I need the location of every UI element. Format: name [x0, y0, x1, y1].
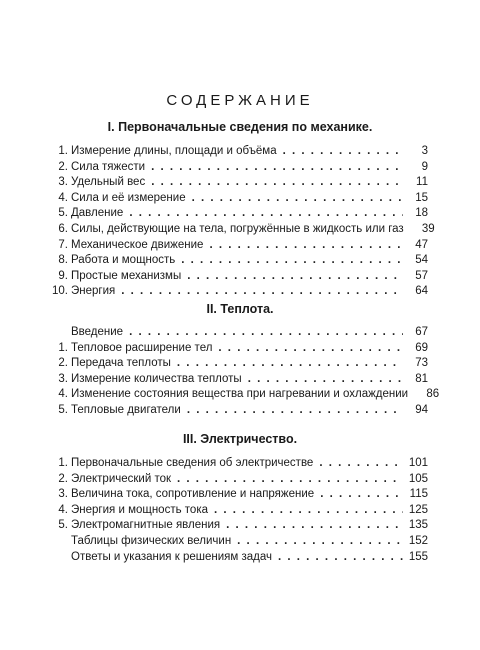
toc-entry[interactable] [52, 341, 428, 357]
toc-entry-title: Тепловые двигатели [71, 403, 181, 416]
toc-entry[interactable] [52, 372, 428, 388]
toc-entry[interactable] [52, 325, 428, 341]
toc-entry-page-number: 3 [421, 145, 428, 157]
toc-entry-title: Передача теплоты [71, 357, 171, 370]
toc-entry[interactable] [52, 160, 428, 176]
toc-entry-page-number: 115 [409, 488, 428, 501]
toc-entry[interactable] [52, 175, 428, 191]
toc-entry[interactable] [52, 503, 428, 519]
toc-entry-title: Тепловое расширение тел [71, 341, 213, 354]
toc-entry-page-number: 39 [421, 222, 435, 235]
toc-entry-page-number: 135 [408, 519, 428, 532]
toc-entry-page-number: 47 [415, 238, 428, 251]
toc-entry-page-number: 155 [408, 550, 428, 563]
toc-entry-number: 8. [58, 254, 68, 267]
toc-entry-title: Простые механизмы [71, 269, 182, 282]
toc-entry-page-number: 105 [408, 472, 428, 485]
toc-entry-page-number: 69 [415, 341, 428, 354]
toc-entry-page-number: 9 [421, 160, 428, 173]
toc-entry-title: Первоначальные сведения об электричестве [71, 457, 314, 469]
section-heading-mechanics: I. Первоначальные сведения по механике. [107, 120, 373, 134]
dot-leader [181, 253, 403, 269]
toc-entry-page-number: 18 [415, 207, 428, 220]
toc-entry-title: Механическое движение [71, 238, 204, 251]
toc-entry-number: 1. [58, 145, 68, 157]
toc-entry[interactable] [52, 356, 428, 372]
toc-entry-page-number: 64 [415, 285, 428, 298]
toc-entry-number: 3. [58, 372, 68, 385]
toc-entry[interactable] [52, 222, 435, 238]
dot-leader [226, 518, 403, 534]
toc-entry[interactable] [52, 191, 428, 207]
dot-leader [192, 191, 403, 207]
toc-entry-number: 1. [58, 457, 68, 469]
toc-entry-title: Удельный вес [71, 176, 146, 189]
toc-entry-page-number: 67 [415, 326, 428, 338]
toc-entry-number: 4. [58, 503, 68, 516]
dot-leader [319, 456, 403, 472]
dot-leader [129, 206, 403, 222]
toc-entry-page-number: 152 [408, 534, 428, 547]
toc-entry-title: Давление [71, 207, 124, 220]
dot-leader [151, 160, 403, 176]
toc-entry[interactable] [52, 403, 428, 419]
toc-entry-title: Энергия и мощность тока [71, 503, 208, 516]
toc-entry-number: 4. [58, 191, 68, 204]
toc-entry-title: Изменение состояния вещества при нагревании и охлаждении [71, 388, 409, 401]
toc-entry[interactable] [52, 238, 428, 254]
toc-entry-page-number: 57 [415, 269, 428, 282]
dot-leader [248, 372, 403, 388]
toc-entry-number: 2. [58, 160, 68, 173]
toc-entry-number: 5. [58, 519, 68, 532]
toc-entry-page-number: 86 [426, 388, 440, 401]
toc-entry-title: Ответы и указания к решениям задач [71, 550, 272, 563]
section-heading-heat: II. Теплота. [206, 302, 274, 316]
toc-entry-title: Электромагнитные явления [71, 519, 221, 532]
toc-entry[interactable] [52, 487, 428, 503]
toc-entry[interactable] [52, 518, 428, 534]
toc-entry[interactable] [52, 269, 428, 285]
toc-entry[interactable] [52, 144, 428, 160]
dot-leader [218, 341, 403, 357]
toc-entry-title: Электрический ток [71, 472, 172, 485]
toc-entry[interactable] [52, 456, 428, 472]
dot-leader [151, 175, 403, 191]
toc-entry[interactable] [52, 387, 440, 403]
toc-entry-title: Измерение длины, площади и объёма [71, 145, 277, 157]
toc-entry-page-number: 94 [415, 403, 428, 416]
toc-list-mechanics [52, 144, 435, 300]
page-title: СОДЕРЖАНИЕ [166, 92, 314, 109]
toc-entry[interactable] [52, 550, 428, 566]
toc-entry-number: 5. [58, 207, 68, 220]
toc-entry-number: 2. [58, 472, 68, 485]
dot-leader [121, 284, 403, 300]
toc-entry-title: Работа и мощность [71, 254, 176, 267]
toc-entry-page-number: 54 [415, 254, 428, 267]
toc-entry-title: Сила и её измерение [71, 191, 186, 204]
toc-entry[interactable] [52, 284, 428, 300]
dot-leader [129, 325, 403, 341]
toc-entry-title: Таблицы физических величин [71, 534, 232, 547]
dot-leader [187, 269, 403, 285]
toc-list-electricity [52, 456, 428, 565]
toc-entry[interactable] [52, 253, 428, 269]
toc-entry-title: Введение [71, 326, 124, 338]
dot-leader [283, 144, 403, 160]
section-heading-electricity: III. Электричество. [182, 432, 298, 446]
dot-leader [209, 238, 403, 254]
dot-leader [187, 403, 403, 419]
toc-list-heat [52, 325, 440, 419]
toc-entry-page-number: 11 [416, 176, 428, 189]
toc-entry-title: Измерение количества теплоты [71, 372, 242, 385]
toc-entry-number: 6. [58, 222, 68, 235]
toc-entry-title: Энергия [71, 285, 116, 298]
toc-entry-page-number: 81 [415, 372, 428, 385]
toc-entry-number: 10. [52, 285, 68, 298]
toc-entry-page-number: 73 [415, 357, 428, 370]
toc-entry[interactable] [52, 472, 428, 488]
toc-entry-number: 2. [58, 357, 68, 370]
dot-leader [177, 356, 403, 372]
toc-entry-number: 7. [58, 238, 68, 251]
toc-entry-title: Величина тока, сопротивление и напряжение [71, 488, 315, 501]
toc-entry-title: Силы, действующие на тела, погружённые в жидкость или газ [71, 222, 404, 235]
toc-entry-page-number: 15 [415, 191, 428, 204]
toc-entry[interactable] [52, 206, 428, 222]
toc-entry-number: 1. [58, 341, 68, 354]
toc-entry-number: 9. [58, 269, 68, 282]
toc-entry[interactable] [52, 534, 428, 550]
toc-entry-number: 5. [58, 403, 68, 416]
toc-entry-number: 4. [58, 388, 68, 401]
toc-entry-number: 3. [58, 176, 68, 189]
dot-leader [177, 472, 403, 488]
dot-leader [237, 534, 403, 550]
dot-leader [214, 503, 403, 519]
toc-entry-title: Сила тяжести [71, 160, 146, 173]
toc-entry-page-number: 101 [408, 457, 428, 469]
toc-entry-number: 3. [58, 488, 68, 501]
dot-leader [278, 550, 403, 566]
dot-leader [320, 487, 403, 503]
toc-entry-page-number: 125 [408, 503, 428, 516]
